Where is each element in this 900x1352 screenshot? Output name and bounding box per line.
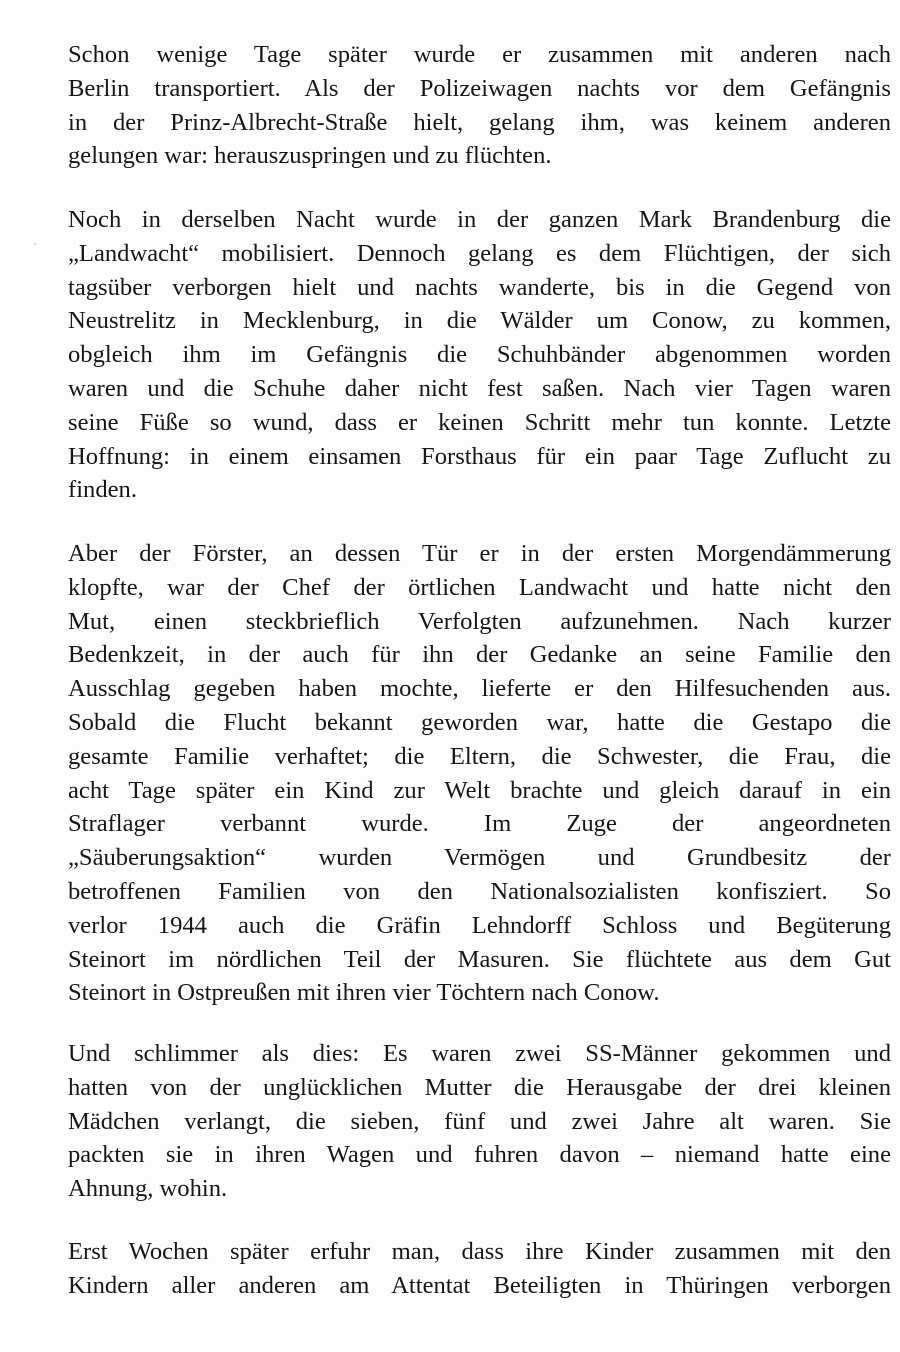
paragraph-line: Und schlimmer als dies: Es waren zwei SS-Männer gekommen und <box>68 1040 891 1067</box>
paragraph-line: Schon wenige Tage später wurde er zusammen mit anderen nach <box>68 41 891 68</box>
paragraph-line: gesamte Familie verhaftet; die Eltern, die Schwester, die Frau, die <box>68 742 891 770</box>
paragraph-3 <box>68 537 891 1010</box>
paragraph-line: Ausschlag gegeben haben mochte, lieferte er den Hilfesuchenden aus. <box>68 675 891 703</box>
paragraph-line: Ahnung, wohin. <box>68 1175 228 1203</box>
paragraph-line: Straflager verbannt wurde. Im Zuge der angeordneten <box>68 810 891 838</box>
paragraph-line: Hoffnung: in einem einsamen Forsthaus für ein paar Tage Zuflucht zu <box>68 442 891 470</box>
paragraph-line: Sobald die Flucht bekannt geworden war, hatte die Gestapo die <box>68 708 891 736</box>
scan-speck <box>34 243 36 245</box>
paragraph-1 <box>68 38 891 173</box>
paragraph-line: verlor 1944 auch die Gräfin Lehndorff Schloss und Begüterung <box>68 911 891 939</box>
paragraph-line: finden. <box>68 476 137 504</box>
paragraph-line: Noch in derselben Nacht wurde in der ganzen Mark Brandenburg die <box>68 206 891 233</box>
paragraph-line: Bedenkzeit, in der auch für ihn der Gedanke an seine Familie den <box>68 641 891 669</box>
paragraph-line: gelungen war: herauszuspringen und zu flüchten. <box>68 142 552 170</box>
paragraph-line: Erst Wochen später erfuhr man, dass ihre Kinder zusammen mit den <box>68 1238 891 1265</box>
paragraph-line: Mädchen verlangt, die sieben, fünf und zwei Jahre alt waren. Sie <box>68 1107 891 1135</box>
paragraph-line: in der Prinz-Albrecht-Straße hielt, gelang ihm, was keinem anderen <box>68 108 891 136</box>
paragraph-line: „Säuberungsaktion“ wurden Vermögen und Grundbesitz der <box>68 844 891 872</box>
paragraph-line: betroffenen Familien von den Nationalsozialisten konfisziert. So <box>68 877 891 905</box>
paragraph-line: klopfte, war der Chef der örtlichen Landwacht und hatte nicht den <box>68 573 891 601</box>
paragraph-line: Neustrelitz in Mecklenburg, in die Wälder um Conow, zu kommen, <box>68 307 891 335</box>
paragraph-line: packten sie in ihren Wagen und fuhren davon – niemand hatte eine <box>68 1141 891 1169</box>
paragraph-line: Mut, einen steckbrieflich Verfolgten aufzunehmen. Nach kurzer <box>68 607 891 635</box>
paragraph-line: Steinort in Ostpreußen mit ihren vier Töchtern nach Conow. <box>68 979 660 1007</box>
paragraph-line: Kindern aller anderen am Attentat Beteiligten in Thüringen verborgen <box>68 1271 891 1299</box>
paragraph-line: seine Füße so wund, dass er keinen Schritt mehr tun konnte. Letzte <box>68 408 891 436</box>
paragraph-line: waren und die Schuhe daher nicht fest saßen. Nach vier Tagen waren <box>68 374 891 402</box>
paragraph-line: tagsüber verborgen hielt und nachts wanderte, bis in die Gegend von <box>68 273 891 301</box>
paragraph-line: acht Tage später ein Kind zur Welt brachte und gleich darauf in ein <box>68 776 891 804</box>
paragraph-5 <box>68 1235 891 1303</box>
paragraph-line: hatten von der unglücklichen Mutter die Herausgabe der drei kleinen <box>68 1073 891 1101</box>
paragraph-4 <box>68 1037 891 1206</box>
paragraph-line: Berlin transportiert. Als der Polizeiwagen nachts vor dem Gefängnis <box>68 74 891 102</box>
paragraph-line: „Landwacht“ mobilisiert. Dennoch gelang es dem Flüchtigen, der sich <box>68 239 891 267</box>
paragraph-2 <box>68 203 891 507</box>
paragraph-line: obgleich ihm im Gefängnis die Schuhbänder abgenommen worden <box>68 341 891 369</box>
paragraph-line: Aber der Förster, an dessen Tür er in der ersten Morgendämmerung <box>68 540 891 567</box>
paragraph-line: Steinort im nördlichen Teil der Masuren. Sie flüchtete aus dem Gut <box>68 945 891 973</box>
